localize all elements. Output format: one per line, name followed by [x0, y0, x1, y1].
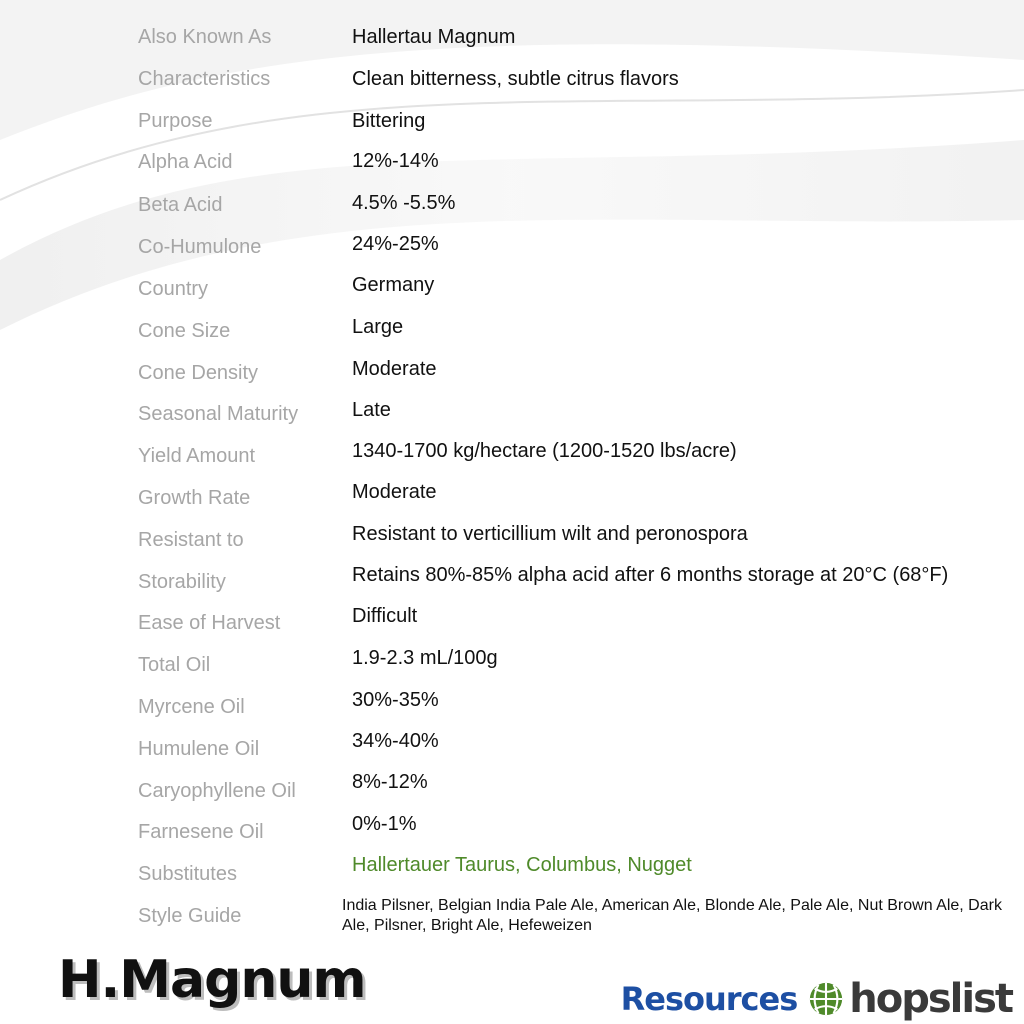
- spec-label: Style Guide: [138, 905, 242, 927]
- spec-label: Storability: [138, 571, 226, 593]
- spec-value: 30%-35%: [352, 689, 439, 711]
- spec-value: Retains 80%-85% alpha acid after 6 months storage at 20°C (68°F): [352, 564, 949, 586]
- spec-label: Myrcene Oil: [138, 696, 245, 718]
- spec-label: Growth Rate: [138, 487, 251, 509]
- hopslist-brand[interactable]: [621, 976, 1012, 1022]
- spec-label: Resistant to: [138, 529, 244, 551]
- spec-value: Large: [352, 316, 404, 338]
- hopslist-logo-text: hopslist: [849, 976, 1012, 1022]
- hop-globe-icon: [807, 980, 845, 1018]
- spec-value: 1340-1700 kg/hectare (1200-1520 lbs/acre): [352, 440, 737, 462]
- spec-value: India Pilsner, Belgian India Pale Ale, American Ale, Blonde Ale, Pale Ale, Nut Brown Ale, Dark Ale, Pilsner, Bright Ale, Hefeweizen: [342, 897, 1002, 934]
- spec-value: Moderate: [352, 358, 437, 380]
- spec-label: Co-Humulone: [138, 236, 262, 258]
- spec-label: Country: [138, 278, 209, 300]
- spec-label: Seasonal Maturity: [138, 403, 299, 425]
- spec-value: 12%-14%: [352, 150, 439, 172]
- spec-label: Purpose: [138, 110, 213, 132]
- spec-label: Ease of Harvest: [138, 612, 281, 634]
- spec-value: Hallertauer Taurus, Columbus, Nugget: [352, 854, 692, 876]
- spec-value: Late: [352, 399, 391, 421]
- spec-label: Yield Amount: [138, 445, 256, 467]
- spec-value: 1.9-2.3 mL/100g: [352, 647, 498, 669]
- spec-label: Caryophyllene Oil: [138, 780, 296, 802]
- spec-label: Total Oil: [138, 654, 211, 676]
- spec-value: 4.5% -5.5%: [352, 192, 456, 214]
- spec-label: Beta Acid: [138, 194, 223, 216]
- spec-value: Resistant to verticillium wilt and peronospora: [352, 523, 748, 545]
- spec-label: Cone Size: [138, 320, 231, 342]
- spec-value: Clean bitterness, subtle citrus flavors: [352, 68, 679, 90]
- spec-value: 24%-25%: [352, 233, 439, 255]
- spec-label: Humulene Oil: [138, 738, 260, 760]
- spec-value: 8%-12%: [352, 771, 428, 793]
- spec-label: Cone Density: [138, 362, 259, 384]
- spec-label: Characteristics: [138, 68, 271, 90]
- spec-value: 34%-40%: [352, 730, 439, 752]
- spec-label: Alpha Acid: [138, 151, 233, 173]
- spec-value: 0%-1%: [352, 813, 417, 835]
- spec-value: Difficult: [352, 605, 418, 627]
- resources-text: Resources: [620, 980, 798, 1018]
- spec-value: Bittering: [352, 110, 426, 132]
- spec-value: Germany: [352, 274, 435, 296]
- spec-label: Also Known As: [138, 26, 272, 48]
- spec-label: Substitutes: [138, 863, 237, 885]
- hop-variety-title: H.Magnum: [58, 950, 366, 1010]
- spec-label: Farnesene Oil: [138, 821, 264, 843]
- spec-value: Hallertau Magnum: [352, 26, 516, 48]
- spec-value: Moderate: [352, 481, 437, 503]
